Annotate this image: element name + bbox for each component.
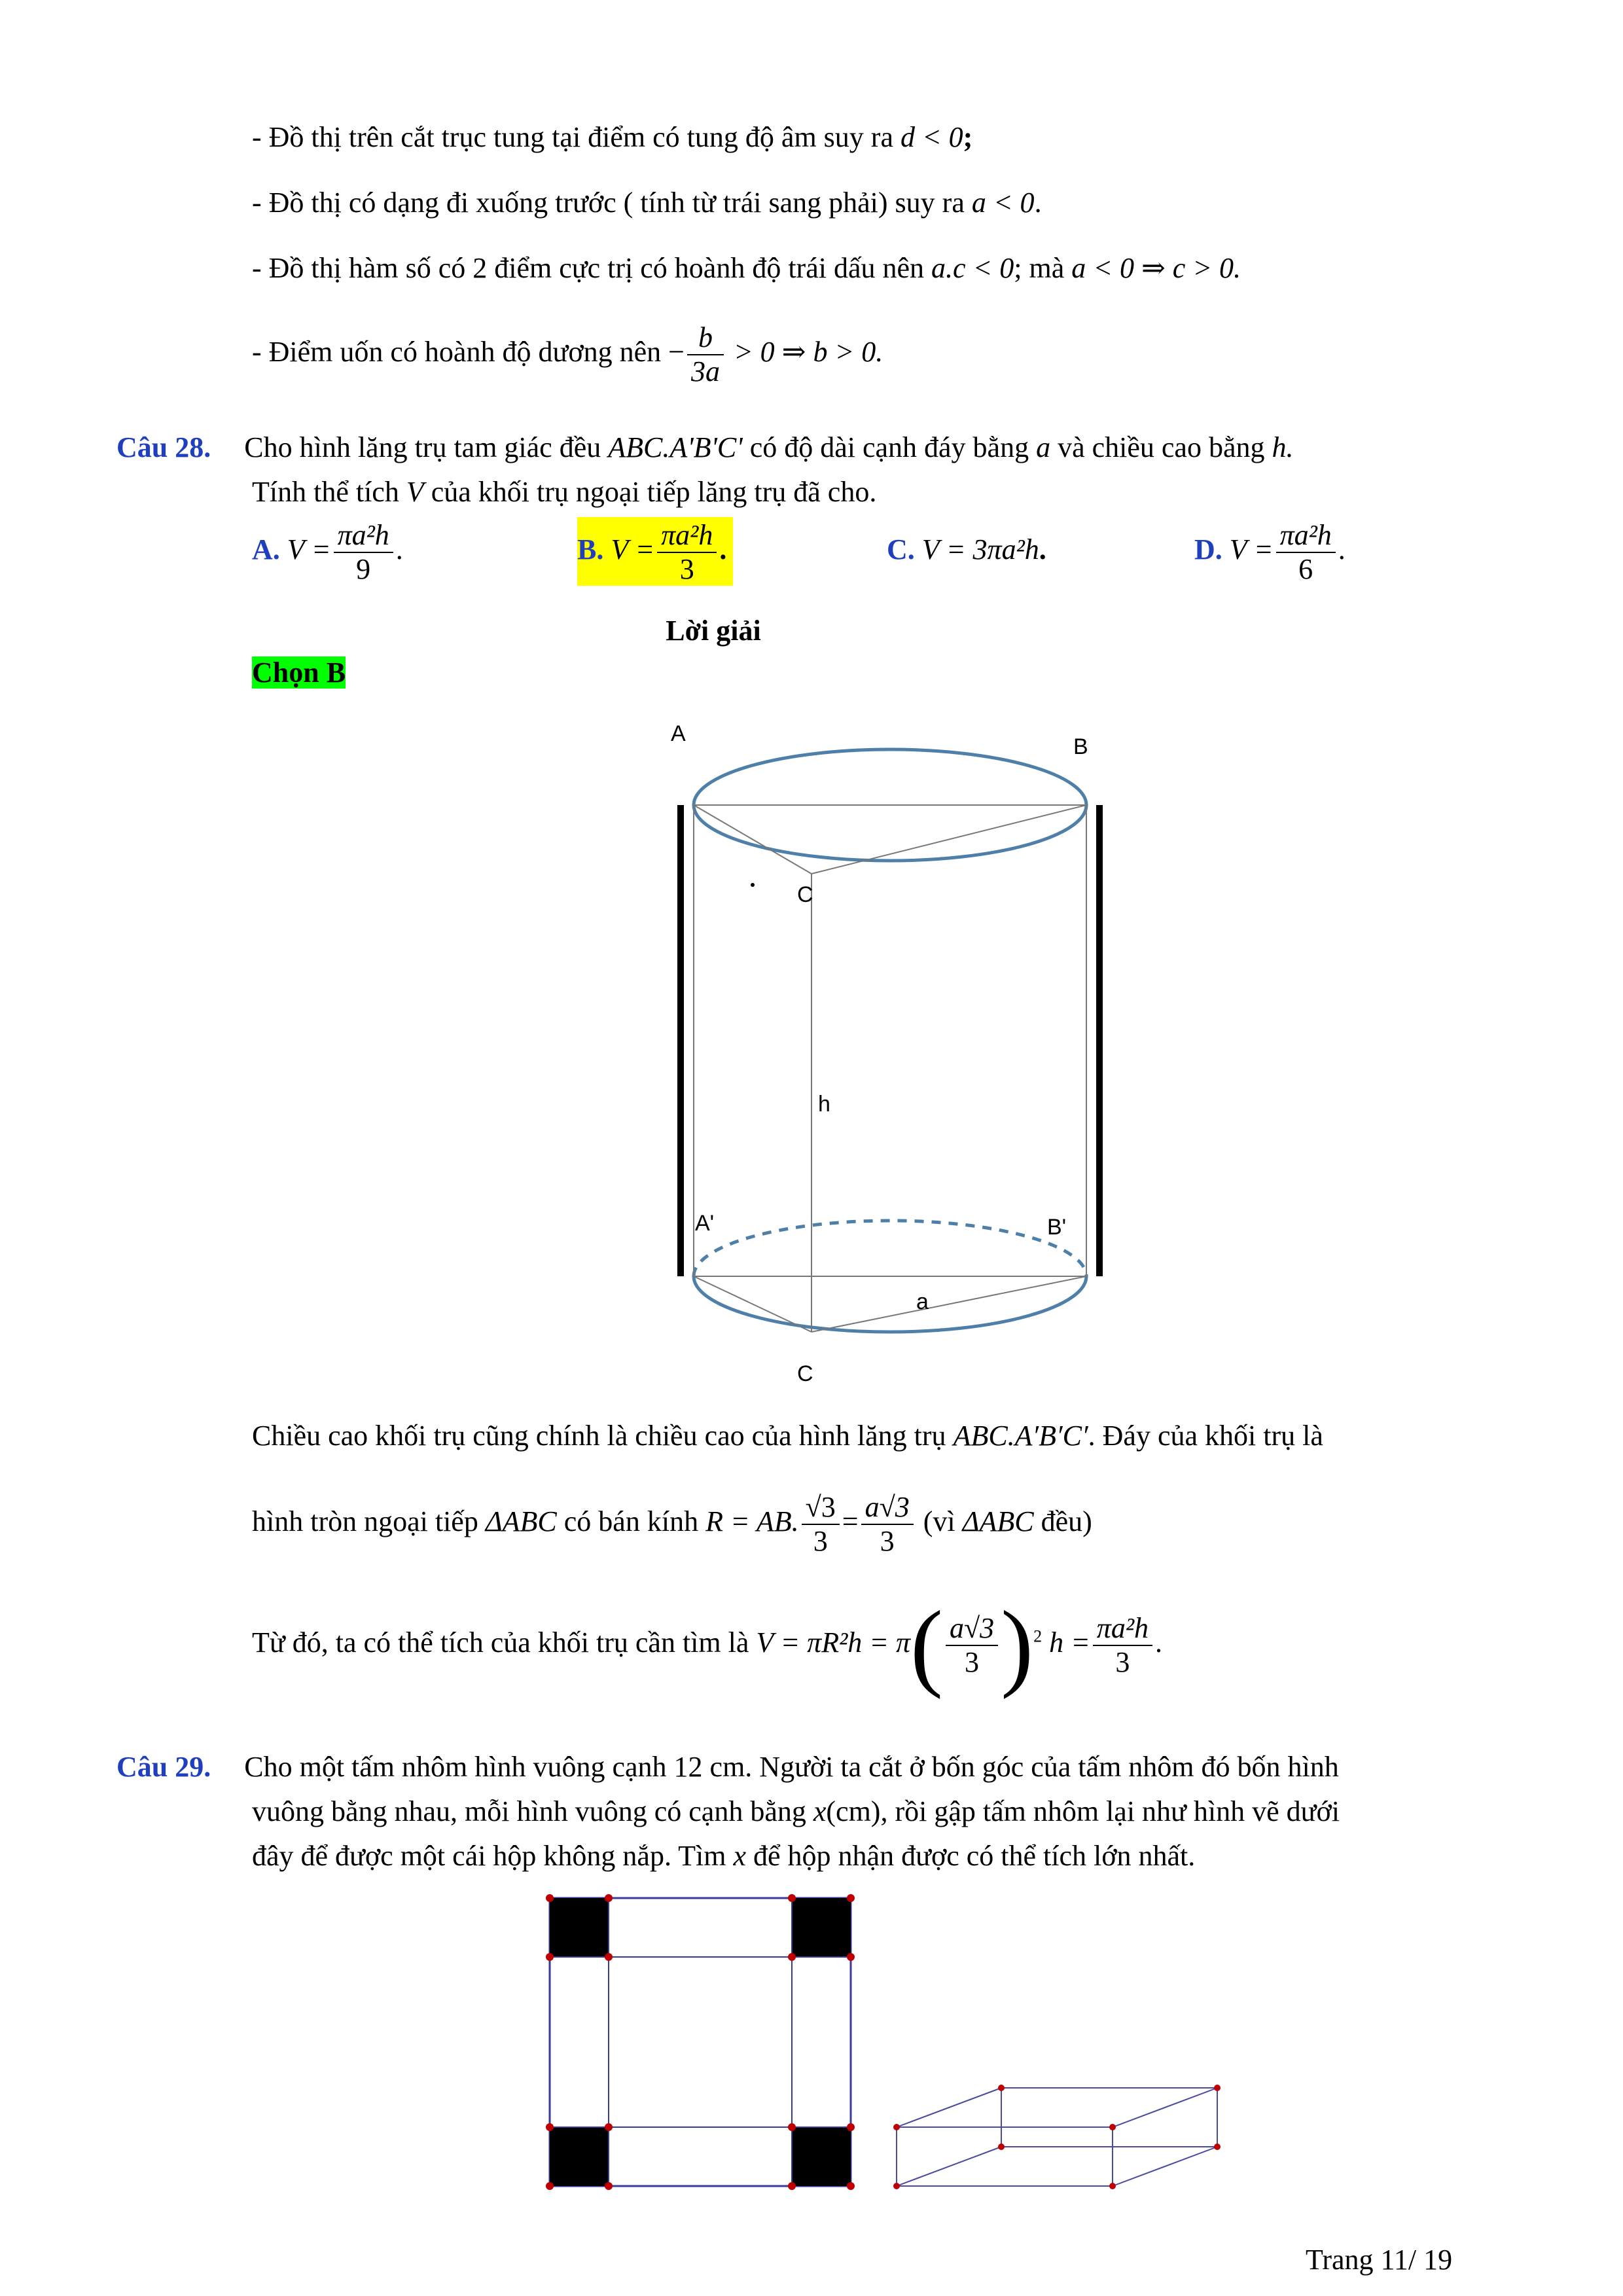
bullet-2-text: - Đồ thị có dạng đi xuống trước ( tính từ trái sang phải) suy ra: [252, 187, 965, 219]
bullet-3-math: a.c < 0: [931, 252, 1014, 284]
bullet-2-tail: .: [1034, 187, 1042, 219]
corner-square-br: [792, 2127, 851, 2186]
solution-line-3: Từ đó, ta có thể tích của khối trụ cần tìm là V = πR²h = π( $\frac{a√3}{3}$ )$^2$ h = $\frac{\text{πa²h}}{3}$ .: [252, 1590, 1163, 1700]
bullet-1: [252, 119, 972, 156]
corner-square-bl: [550, 2127, 609, 2186]
label-C-bottom: C: [797, 1361, 813, 1386]
bullet-1-tail: ;: [963, 121, 973, 153]
aluminium-sheet-figure: [537, 1885, 864, 2199]
bullet-3-text: - Đồ thị hàm số có 2 điểm cực trị có hoành độ trái dấu nên: [252, 252, 925, 284]
bullet-1-text: - Đồ thị trên cắt trục tung tại điểm có tung độ âm suy ra: [252, 121, 893, 153]
corner-square-tr: [792, 1898, 851, 1957]
bullet-2: [252, 185, 1042, 221]
solution-line-2: hình tròn ngoại tiếp ΔABC có bán kính R = AB. $\frac{√3}{3}$ = $\frac{a√3}{3}$ (vì ΔABC đều): [252, 1490, 1092, 1557]
solution-title: Lời giải: [666, 615, 761, 647]
q28-option-c: C. V = 3πa²h.: [887, 533, 1046, 565]
bullet-3: [252, 250, 1241, 287]
label-A-prime: A': [695, 1211, 715, 1236]
q28-label: Câu 28.: [116, 431, 211, 463]
label-B: B: [1073, 734, 1088, 759]
q28-option-a: A. V = $\frac{\text{πa²h}}{9}$ .: [252, 518, 403, 585]
cylinder-prism-figure: [628, 707, 1126, 1388]
bottom-back-arc: [694, 1221, 1086, 1276]
q29-label: Câu 29.: [116, 1751, 211, 1783]
bullet-1-math: d < 0: [900, 121, 963, 153]
bullet-4-text: - Điểm uốn có hoành độ dương nên: [252, 336, 662, 368]
bullet-2-math: a < 0: [971, 187, 1035, 219]
open-box-figure: [883, 2068, 1237, 2199]
bullet-4: - Điểm uốn có hoành độ dương nên − $\frac{b}{3a}$ > 0 ⇒ b > 0.: [252, 321, 883, 387]
q28-line-1: Câu 28. Cho hình lăng trụ tam giác đều ABC.A'B'C' có độ dài cạnh đáy bằng a và chiều cao bằng h.: [116, 431, 1294, 463]
q28-line-2: Tính thể tích V của khối trụ ngoại tiếp lăng trụ đã cho.: [252, 476, 877, 508]
bullet-4-fraction: $\frac{b}{3a}$: [687, 321, 724, 388]
q28-option-d: D. V = $\frac{\text{πa²h}}{6}$ .: [1194, 518, 1346, 585]
q29-line-3: đây để được một cái hộp không nắp. Tìm x để hộp nhận được có thể tích lớn nhất.: [252, 1840, 1196, 1872]
label-B-prime: B': [1047, 1215, 1067, 1240]
choice-label: Chọn B: [252, 656, 346, 689]
bullet-3-mid: ; mà: [1014, 252, 1065, 284]
bullet-3-math2: a < 0 ⇒ c > 0.: [1071, 252, 1241, 284]
label-A: A: [671, 721, 686, 746]
corner-square-tl: [550, 1898, 609, 1957]
label-C-top: C: [797, 882, 813, 907]
page-number: Trang 11/ 19: [1306, 2244, 1453, 2276]
bullet-4-tail: > 0 ⇒ b > 0.: [733, 336, 883, 368]
solution-line-1: Chiều cao khối trụ cũng chính là chiều cao của hình lăng trụ ABC.A′B′C′. Đáy của khối trụ là: [252, 1420, 1323, 1452]
label-a: a: [916, 1289, 929, 1314]
q28-option-b: B. V = $\frac{\text{πa²h}}{3}$ .: [577, 517, 733, 586]
label-h: h: [818, 1092, 830, 1117]
q29-line-1: Câu 29. Cho một tấm nhôm hình vuông cạnh 12 cm. Người ta cắt ở bốn góc của tấm nhôm đó bốn hình: [116, 1751, 1339, 1783]
q29-line-2: vuông bằng nhau, mỗi hình vuông có cạnh bằng x(cm), rồi gập tấm nhôm lại như hình vẽ dưới: [252, 1795, 1340, 1827]
